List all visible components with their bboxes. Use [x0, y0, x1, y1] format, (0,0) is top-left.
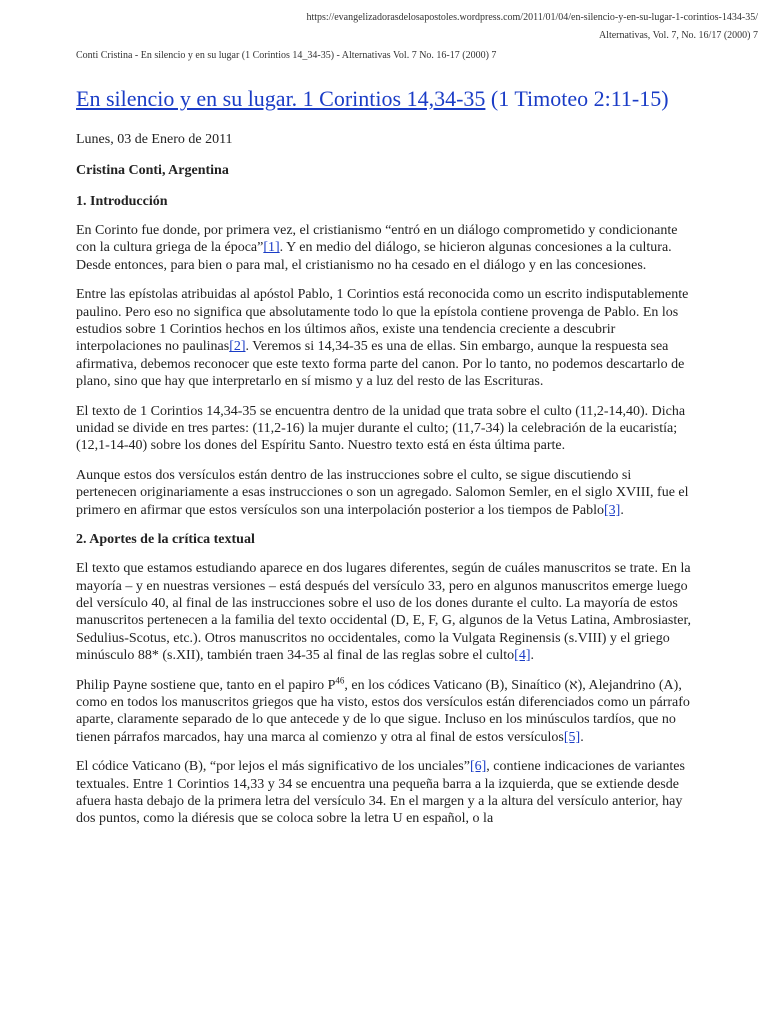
article-content [76, 86, 694, 840]
source-url: https://evangelizadorasdelosapostoles.wordpress.com/2011/01/04/en-silencio-y-en-su-lugar-1-corintios-1434-35/ [306, 12, 758, 23]
journal-citation: Alternativas, Vol. 7, No. 16/17 (2000) 7 [598, 30, 758, 41]
author-name: Cristina Conti, Argentina [76, 163, 229, 178]
footnote-link-5[interactable]: [5] [563, 729, 581, 745]
footnote-link-6[interactable]: [6] [469, 759, 487, 775]
paragraph-1: En Corinto fue donde, por primera vez, el cristianismo “entró en un diálogo comprometido y condicionante con la cultura griega de la época”[1]. Y en medio del diálogo, se hicieron algunas concesiones a la cultura. Desde entonces, para bien o para mal, el cristianismo no ha cesado en el diálogo y en las concesiones. [76, 223, 678, 273]
running-head: Conti Cristina - En silencio y en su lugar (1 Corintios 14_34-35) - Alternativas Vol. 7 No. 16-17 (2000) 7 [76, 50, 497, 61]
papyrus-superscript: 46 [335, 674, 345, 685]
footnote-link-3[interactable]: [3] [603, 502, 621, 518]
paragraph-2: Entre las epístolas atribuidas al apóstol Pablo, 1 Corintios está reconocida como un escrito indisputablemente paulino. Pero eso no significa que absolutamente todo lo que la epístola contiene provenga de Pablo. En los estudios sobre 1 Corintios hechos en los últimos años, existe una tendencia creciente a descubrir interpolaciones no paulinas[2]. Veremos si 14,34-35 es una de ellas. Sin embargo, aunque la respuesta sea afirmativa, debemos reconocer que este texto forma parte del canon. Por lo tanto, no podemos descartarlo de plano, sino que hay que interpretarlo en sí mismo y a luz del resto de las Escrituras. [76, 287, 689, 390]
article-title [76, 86, 694, 112]
section-heading-critica-textual: 2. Aportes de la crítica textual [76, 532, 255, 548]
section-heading-introduccion: 1. Introducción [76, 194, 168, 209]
footnote-link-1[interactable]: [1] [263, 240, 280, 256]
publication-date: Lunes, 03 de Enero de 2011 [76, 132, 233, 147]
article-title-reference: (1 Timoteo 2:11-15) [490, 86, 669, 111]
paragraph-5: El texto que estamos estudiando aparece en dos lugares diferentes, según de cuáles manuscritos se trate. En la mayoría – y en nuestras versiones – está después del versículo 33, pero en algunos manuscritos emerge luego del versículo 40, al final de las instrucciones sobre el uso de los dones durante el culto. La mayoría de estos manuscritos pertenecen a la familia del texto occidental (D, E, F, G, algunos de la Vetus Latina, Ambrosiaster, Sedulius-Scotus, etc.). Otros manuscritos no occidentales, como la Vulgata Reginensis (s.VIII) y el griego minúsculo 88* (s.XII), también traen 34-35 al final de las reglas sobre el culto[4]. [76, 561, 692, 664]
paragraph-4: Aunque estos dos versículos están dentro de las instrucciones sobre el culto, se sigue discutiendo si pertenecen originariamente a esas instrucciones o son un agregado. Salomon Semler, en el siglo XVIII, fue el primero en afirmar que estos versículos son una interpolación posterior a los tiempos de Pablo[3]. [76, 467, 689, 518]
paragraph-6: Philip Payne sostiene que, tanto en el papiro $P^{46}$, en los códices Vaticano (B), Sinaítico (א), Alejandrino (A), como en todos los manuscritos griegos que ha visto, estos dos versículos están diferenciados como un párrafo aparte, claramente separado de lo que antecede y de lo que sigue. Incluso en los minúsculos tardíos, que no tienen párrafos marcados, hay una marca al comienzo y otra al final de estos versículos[5]. [76, 674, 690, 745]
footnote-link-2[interactable]: [2] [229, 339, 246, 355]
paragraph-3: El texto de 1 Corintios 14,34-35 se encuentra dentro de la unidad que trata sobre el culto (11,2-14,40). Dicha unidad se divide en tres partes: (11,2-16) la mujer durante el culto; (11,7-34) la celebración de la eucaristía; (12,1-14-40) sobre los dones del Espíritu Santo. Nuestro texto está en ésta última parte. [76, 403, 686, 454]
footnote-link-4[interactable]: [4] [514, 648, 531, 664]
article-title-link[interactable]: En silencio y en su lugar. 1 Corintios 14,34-35 [76, 86, 486, 111]
paragraph-7: El códice Vaticano (B), “por lejos el más significativo de los unciales”[6], contiene indicaciones de variantes textuales. Entre 1 Corintios 14,33 y 34 se encuentra una pequeña barra a la izquierda, que se extiende desde afuera hasta debajo de la primera letra del versículo 34. En el margen y a la altura del versículo anterior, hay dos puntos, como la diéresis que se coloca sobre la letra U en español, o la [76, 759, 685, 827]
